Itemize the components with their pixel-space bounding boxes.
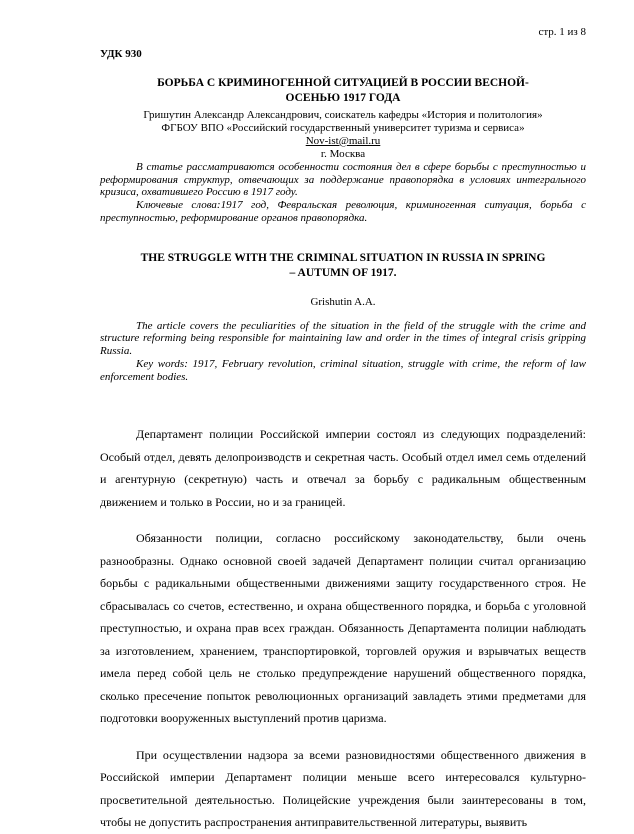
affiliation-ru: ФГБОУ ВПО «Российский государственный университет туризма и сервиса» xyxy=(161,121,525,134)
abstract-en: The article covers the peculiarities of the situation in the field of the struggle with the crime and structure reforming being responsible for maintaining law and order in the times of integral crisis gripping Russia. xyxy=(100,319,586,357)
author-en: Grishutin A.A. xyxy=(310,295,376,308)
keywords-en: Key words: 1917, February revolution, criminal situation, struggle with crime, the reform of law enforcement bodies. xyxy=(100,357,586,383)
page-number: стр. 1 из 8 xyxy=(538,26,586,38)
body-paragraph: Обязанности полиции, согласно российскому законодательству, были очень разнообразны. Однако основной своей задачей Департамент полиции считал организацию борьбы с радикальными общественными движениями защиту государственного строя. Не сбрасывалась со счетов, естественно, и охрана общественного порядка, и борьба с уголовной преступностью, и охрана прав всех граждан. Обязанность Департамента полиции наблюдать за изготовлением, хранением, транспортировкой, торговлей оружия и взрывчатых веществ имела перед собой цель не столько предупреждение нарушений общественного порядка, сколько пресечение попыток революционных организаций завладеть этими предметами для подготовки вооруженных выступлений против царизма. xyxy=(100,531,586,726)
author-ru: Гришутин Александр Александрович, соискатель кафедры «История и политология» xyxy=(143,108,543,121)
email-line xyxy=(100,135,586,148)
city: г. Москва xyxy=(320,147,366,160)
body-paragraph: При осуществлении надзора за всеми разновидностями общественного движения в Российской империи Департамент полиции меньше всего интересовался культурно-просветительной деятельностью. Полицейские учреждения были заинтересованы в том, чтобы не допустить распространения антиправительственной литературы, выявить xyxy=(100,747,586,830)
keywords-ru: Ключевые слова:1917 год, Февральская революция, криминогенная ситуация, борьба с преступностью, реформирование органов правопорядка. xyxy=(100,199,586,224)
article-body xyxy=(100,423,586,834)
abstract-ru: В статье рассматриваются особенности состояния дел в сфере борьбы с преступностью и реформирования структур, отвечающих за поддержание правопорядка в условиях интегрального кризиса, охватившего Россию в 1917 году. xyxy=(100,160,586,199)
article-title-ru: БОРЬБА С КРИМИНОГЕННОЙ СИТУАЦИЕЙ В РОССИИ ВЕСНОЙ-ОСЕНЬЮ 1917 ГОДА xyxy=(157,77,529,104)
article-title-en: THE STRUGGLE WITH THE CRIMINAL SITUATION IN RUSSIA IN SPRING – AUTUMN OF 1917. xyxy=(140,251,546,280)
udk-code: УДК 930 xyxy=(100,48,142,60)
body-paragraph: Департамент полиции Российской империи состоял из следующих подразделений: Особый отдел, девять делопроизводств и секретная часть. Особый отдел имел семь отделений и агентурную (секретную) часть и отвечал за борьбу с радикальным общественным движением и только в России, но и за границей. xyxy=(100,427,586,509)
email-link[interactable]: Nov-ist@mail.ru xyxy=(305,134,381,147)
